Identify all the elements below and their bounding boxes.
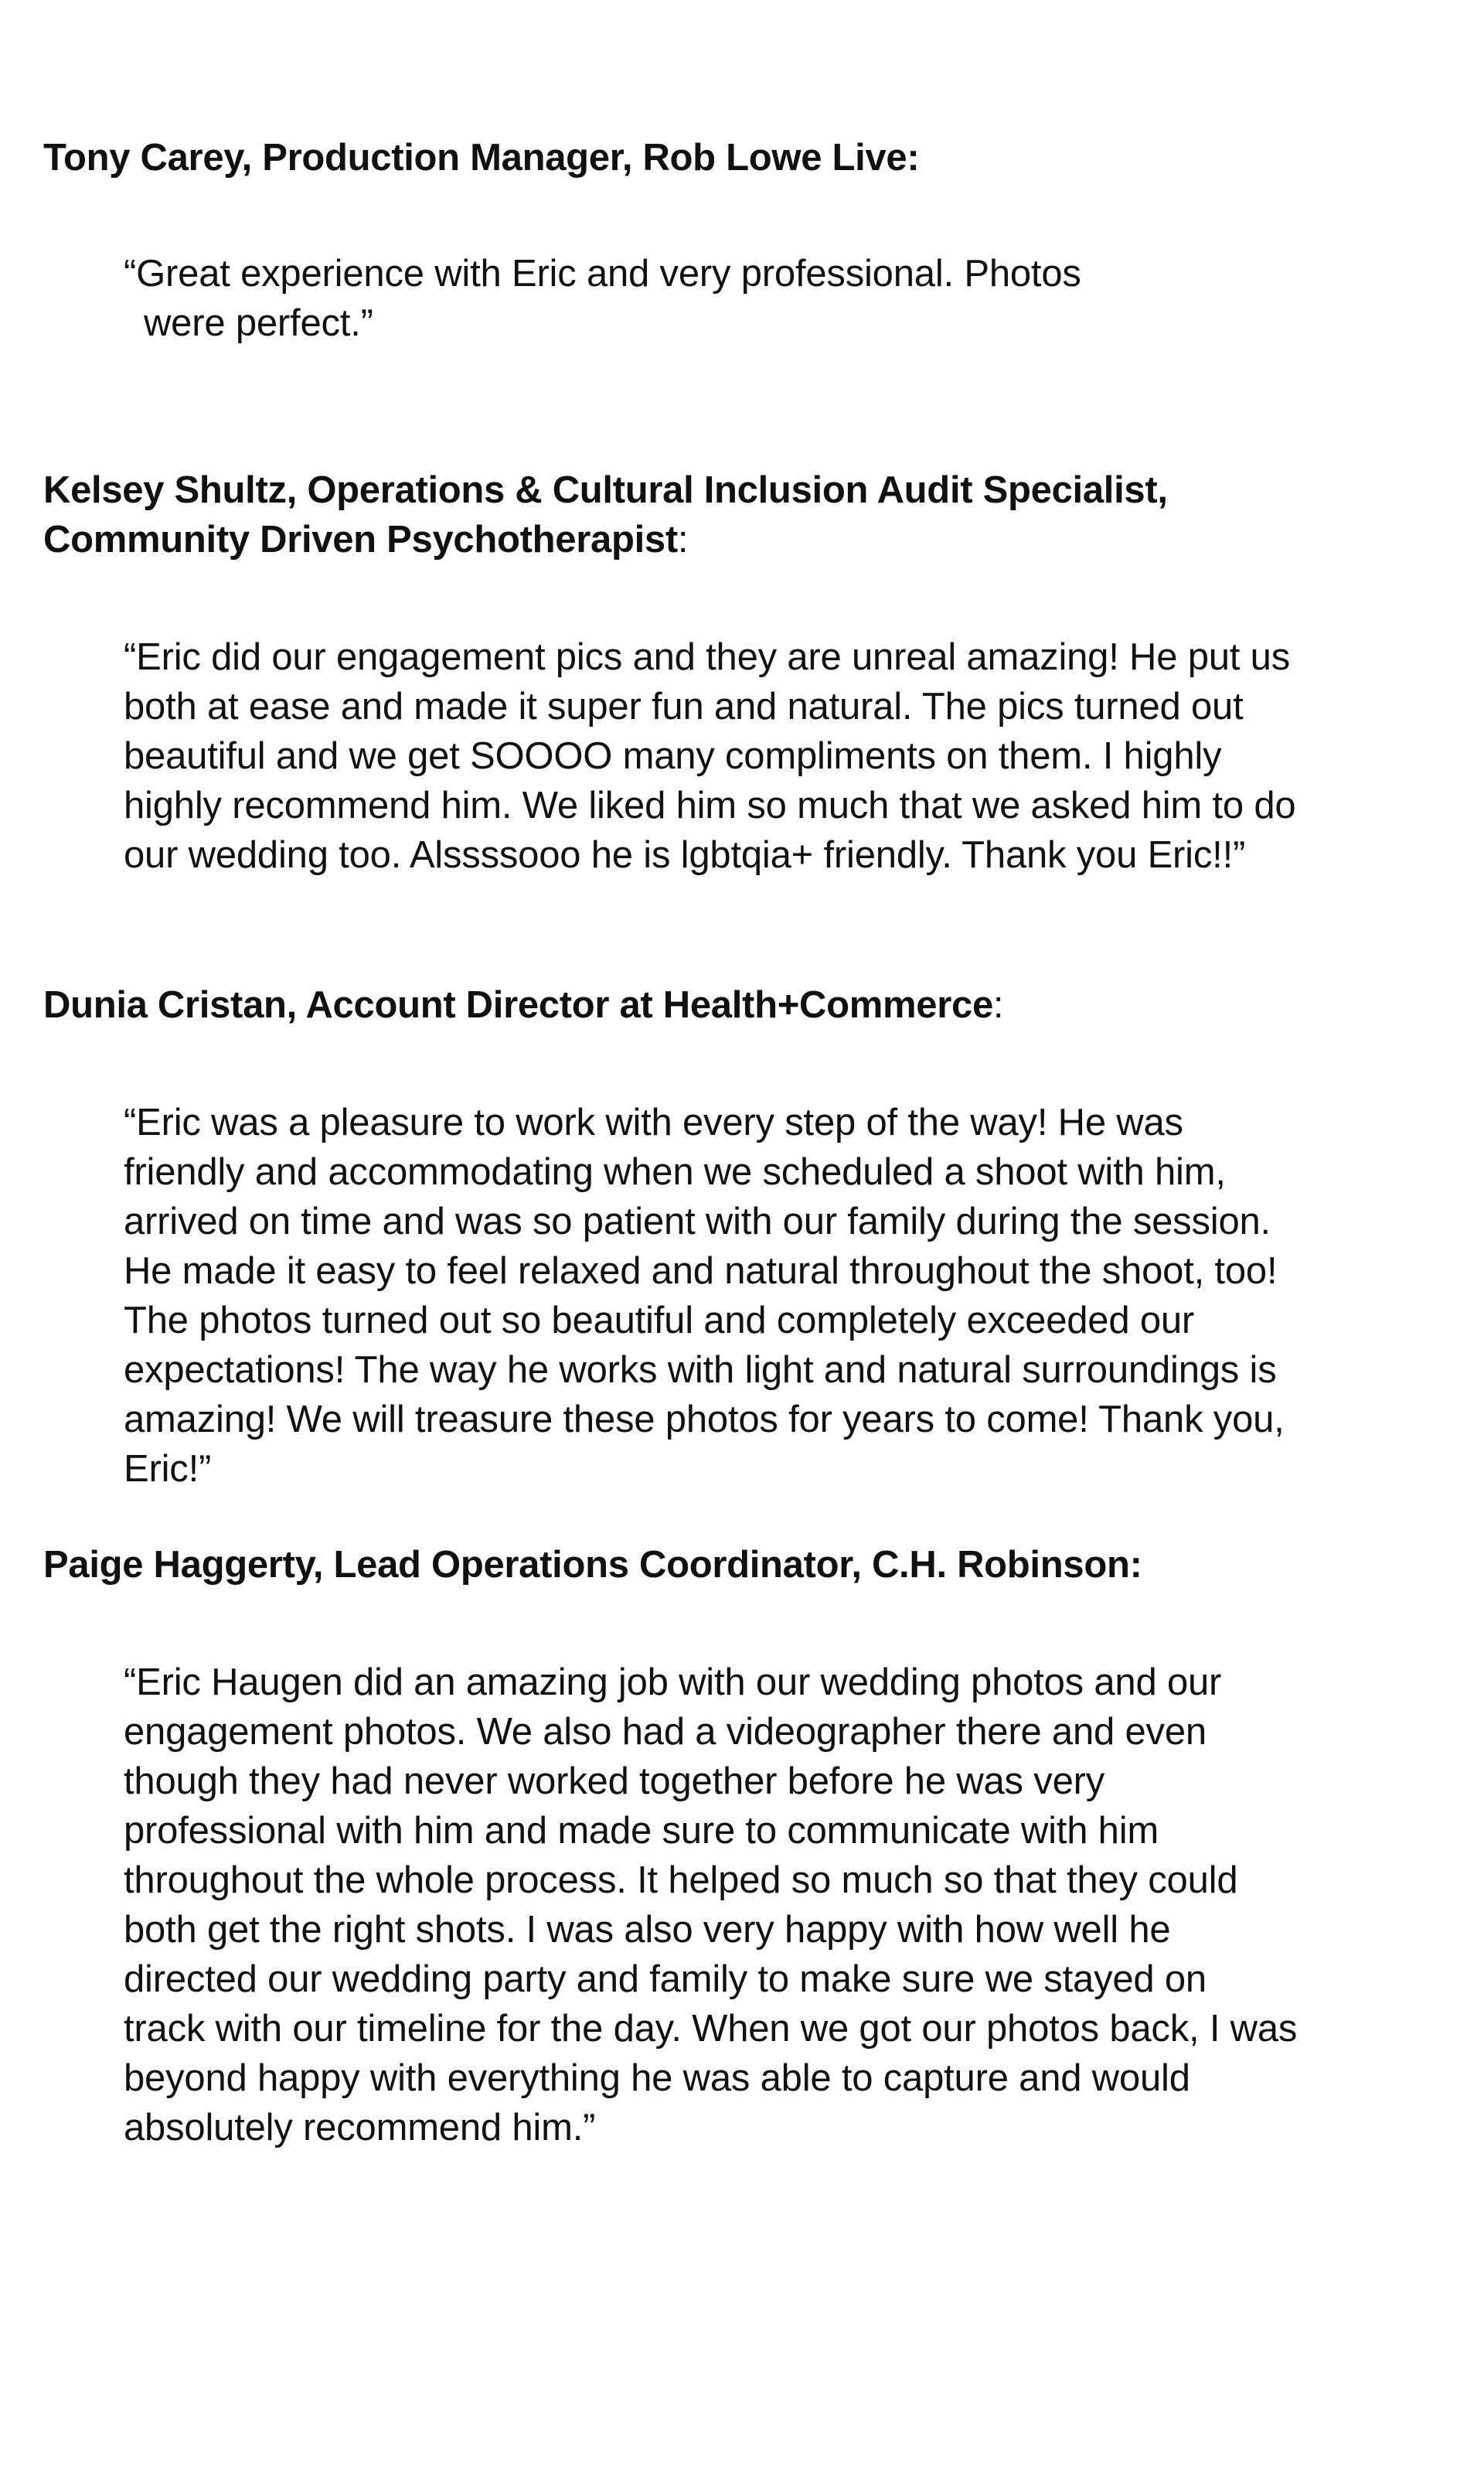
quote-line: Eric!” xyxy=(124,1448,212,1490)
author-colon: : xyxy=(1129,1544,1142,1586)
quote-line: beyond happy with everything he was able to capture and would xyxy=(124,2057,1190,2099)
quote-line: our wedding too. Alssssooo he is lgbtqia+ friendly. Thank you Eric!!” xyxy=(124,834,1246,876)
quote-line: were perfect.” xyxy=(144,302,373,344)
quote-line: absolutely recommend him.” xyxy=(124,2107,596,2149)
quote-line: expectations! The way he works with light and natural surroundings is xyxy=(124,1349,1277,1391)
quote-line: “Eric did our engagement pics and they are unreal amazing! He put us xyxy=(124,636,1290,678)
testimonial-quote xyxy=(124,1658,1453,2152)
testimonial-author xyxy=(43,980,1404,1030)
author-line: Community Driven Psychotherapist xyxy=(43,519,678,561)
author-colon: : xyxy=(992,984,1004,1026)
author-line: Paige Haggerty, Lead Operations Coordinator, C.H. Robinson xyxy=(43,1544,1130,1586)
quote-line: “Great experience with Eric and very professional. Photos xyxy=(124,253,1081,295)
quote-line: both at ease and made it super fun and natural. The pics turned out xyxy=(124,686,1244,728)
quote-line: directed our wedding party and family to make sure we stayed on xyxy=(124,1958,1207,2000)
testimonial-quote xyxy=(124,632,1453,880)
quote-line: He made it easy to feel relaxed and natural throughout the shoot, too! xyxy=(124,1250,1278,1292)
author-colon: : xyxy=(677,519,689,561)
quote-line: The photos turned out so beautiful and completely exceeded our xyxy=(124,1300,1195,1341)
author-line: Dunia Cristan, Account Director at Health+Commerce xyxy=(43,984,993,1026)
author-line: Kelsey Shultz, Operations & Cultural Inclusion Audit Specialist, xyxy=(43,469,1168,511)
testimonial-author xyxy=(43,133,1404,182)
quote-line: beautiful and we get SOOOO many compliments on them. I highly xyxy=(124,735,1222,777)
quote-line: “Eric Haugen did an amazing job with our wedding photos and our xyxy=(124,1661,1222,1703)
testimonial-author xyxy=(43,1540,1404,1590)
quote-line: engagement photos. We also had a videographer there and even xyxy=(124,1711,1207,1753)
quote-line: throughout the whole process. It helped so much so that they could xyxy=(124,1859,1238,1901)
quote-line: both get the right shots. I was also very happy with how well he xyxy=(124,1909,1171,1951)
quote-line: amazing! We will treasure these photos for years to come! Thank you, xyxy=(124,1399,1285,1440)
author-colon: : xyxy=(907,137,920,179)
author-line: Tony Carey, Production Manager, Rob Lowe Live xyxy=(43,137,907,179)
testimonial-quote xyxy=(124,249,1453,348)
quote-line: “Eric was a pleasure to work with every step of the way! He was xyxy=(124,1102,1183,1143)
testimonial-author xyxy=(43,465,1404,564)
quote-line: highly recommend him. We liked him so much that we asked him to do xyxy=(124,785,1296,826)
quote-line: track with our timeline for the day. When we got our photos back, I was xyxy=(124,2008,1298,2050)
quote-line: professional with him and made sure to communicate with him xyxy=(124,1810,1159,1852)
quote-line: though they had never worked together before he was very xyxy=(124,1760,1105,1802)
testimonial-quote xyxy=(124,1098,1453,1494)
quote-line: friendly and accommodating when we scheduled a shoot with him, xyxy=(124,1151,1226,1193)
quote-line: arrived on time and was so patient with our family during the session. xyxy=(124,1201,1271,1242)
